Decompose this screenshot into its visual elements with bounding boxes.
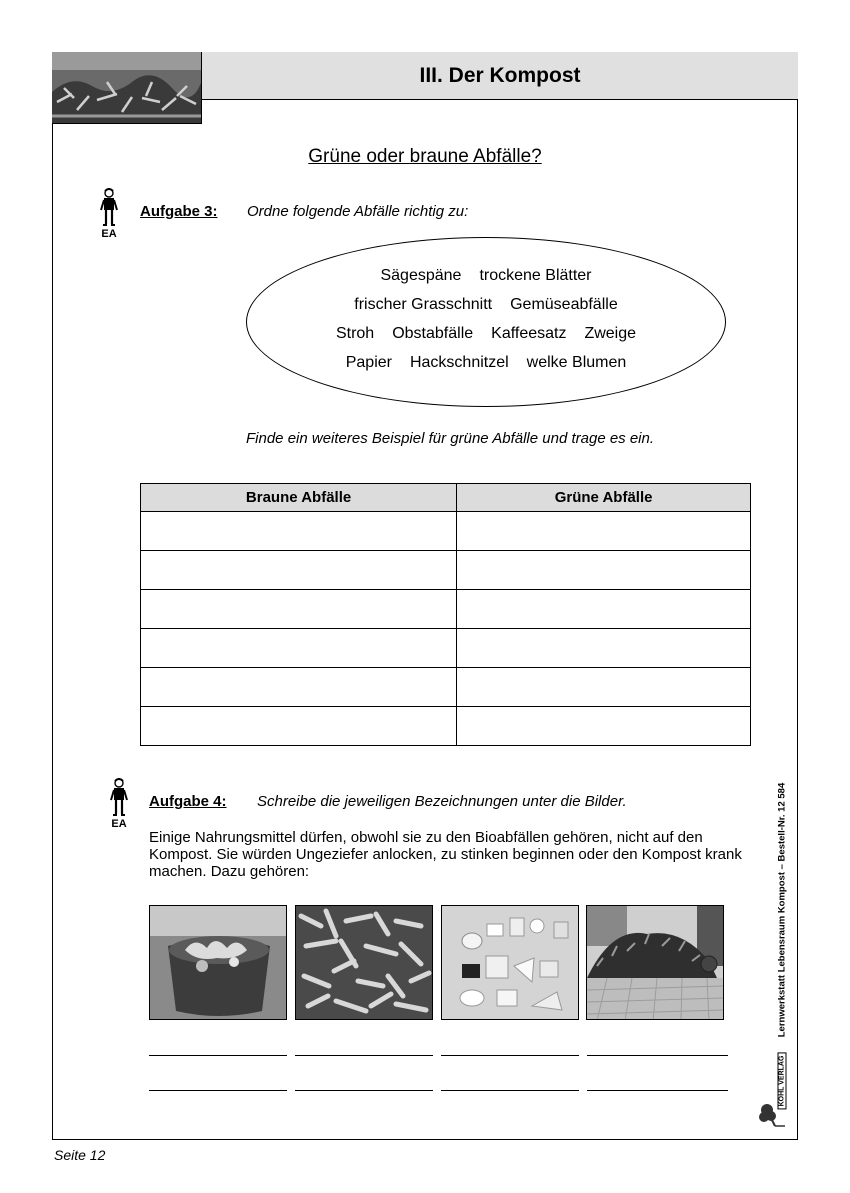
answer-line[interactable] bbox=[295, 1090, 433, 1091]
person-icon bbox=[108, 778, 130, 818]
word-item: Papier bbox=[345, 354, 392, 371]
answer-cell[interactable] bbox=[457, 512, 751, 551]
photo-dairy-products bbox=[441, 905, 579, 1020]
word-bank-ellipse bbox=[246, 237, 726, 407]
answer-cell[interactable] bbox=[141, 707, 457, 746]
column-header-green: Grüne Abfälle bbox=[457, 484, 751, 512]
task4-instruction: Schreibe die jeweiligen Bezeichnungen unter die Bilder. bbox=[257, 793, 627, 810]
word-item: Kaffeesatz bbox=[491, 325, 567, 342]
answer-line[interactable] bbox=[441, 1090, 579, 1091]
table-row bbox=[141, 551, 751, 590]
answer-cell[interactable] bbox=[141, 590, 457, 629]
publisher-tree-logo bbox=[757, 1100, 787, 1130]
photo-leftovers-bin bbox=[149, 905, 287, 1020]
task3-label: Aufgabe 3: bbox=[140, 203, 218, 220]
word-line-2 bbox=[246, 296, 726, 314]
table-header-row bbox=[141, 484, 751, 512]
person-icon bbox=[98, 188, 120, 228]
photo-bones bbox=[295, 905, 433, 1020]
badge-label: EA bbox=[101, 228, 117, 240]
task4-paragraph: Einige Nahrungsmittel dürfen, obwohl sie zu den Bioabfällen gehören, nicht auf den Kompost. Sie würden Ungeziefer anlocken, zu stinken beginnen oder den Kompost krank machen. Dazu gehören: bbox=[149, 829, 742, 880]
answer-cell[interactable] bbox=[141, 668, 457, 707]
answer-line[interactable] bbox=[441, 1055, 579, 1056]
answer-cell[interactable] bbox=[141, 551, 457, 590]
answer-cell[interactable] bbox=[457, 629, 751, 668]
answer-line[interactable] bbox=[587, 1055, 728, 1056]
task3-instruction-2: Finde ein weiteres Beispiel für grüne Abfälle und trage es ein. bbox=[246, 430, 655, 447]
column-header-brown: Braune Abfälle bbox=[141, 484, 457, 512]
single-work-badge bbox=[94, 188, 124, 240]
answer-line[interactable] bbox=[149, 1055, 287, 1056]
table-row bbox=[141, 590, 751, 629]
task4-label: Aufgabe 4: bbox=[149, 793, 227, 810]
sorting-table bbox=[140, 483, 751, 746]
answer-cell[interactable] bbox=[141, 512, 457, 551]
word-line-4 bbox=[246, 354, 726, 372]
publisher-label: KOHL VERLAG bbox=[776, 1062, 788, 1100]
table-row bbox=[141, 707, 751, 746]
word-item: trockene Blätter bbox=[479, 267, 592, 284]
side-publication-note: Lernwerkstatt Lebensraum Kompost – Bestell-Nr. 12 584 bbox=[776, 782, 788, 1038]
table-row bbox=[141, 512, 751, 551]
answer-cell[interactable] bbox=[457, 551, 751, 590]
word-item: Stroh bbox=[335, 325, 375, 342]
answer-line[interactable] bbox=[295, 1055, 433, 1056]
photo-garden-waste-pile bbox=[586, 905, 724, 1020]
answer-line[interactable] bbox=[587, 1090, 728, 1091]
word-item: welke Blumen bbox=[526, 354, 627, 371]
page-number: Seite 12 bbox=[54, 1147, 106, 1163]
answer-cell[interactable] bbox=[457, 707, 751, 746]
page-title: III. Der Kompost bbox=[202, 52, 798, 100]
word-item: Gemüseabfälle bbox=[510, 296, 618, 313]
section-subtitle: Grüne oder braune Abfälle? bbox=[308, 146, 542, 167]
word-item: Zweige bbox=[584, 325, 637, 342]
table-row bbox=[141, 629, 751, 668]
single-work-badge bbox=[104, 778, 134, 830]
answer-cell[interactable] bbox=[457, 668, 751, 707]
answer-cell[interactable] bbox=[141, 629, 457, 668]
word-item: Hackschnitzel bbox=[409, 354, 509, 371]
word-line-1 bbox=[246, 267, 726, 285]
answer-line[interactable] bbox=[149, 1090, 287, 1091]
word-item: Sägespäne bbox=[380, 267, 462, 284]
table-row bbox=[141, 668, 751, 707]
word-item: frischer Grasschnitt bbox=[354, 296, 493, 313]
answer-cell[interactable] bbox=[457, 590, 751, 629]
word-item: Obstabfälle bbox=[392, 325, 474, 342]
badge-label: EA bbox=[111, 818, 127, 830]
word-line-3 bbox=[246, 325, 726, 343]
header-compost-photo bbox=[52, 52, 202, 124]
task3-instruction: Ordne folgende Abfälle richtig zu: bbox=[247, 203, 469, 220]
